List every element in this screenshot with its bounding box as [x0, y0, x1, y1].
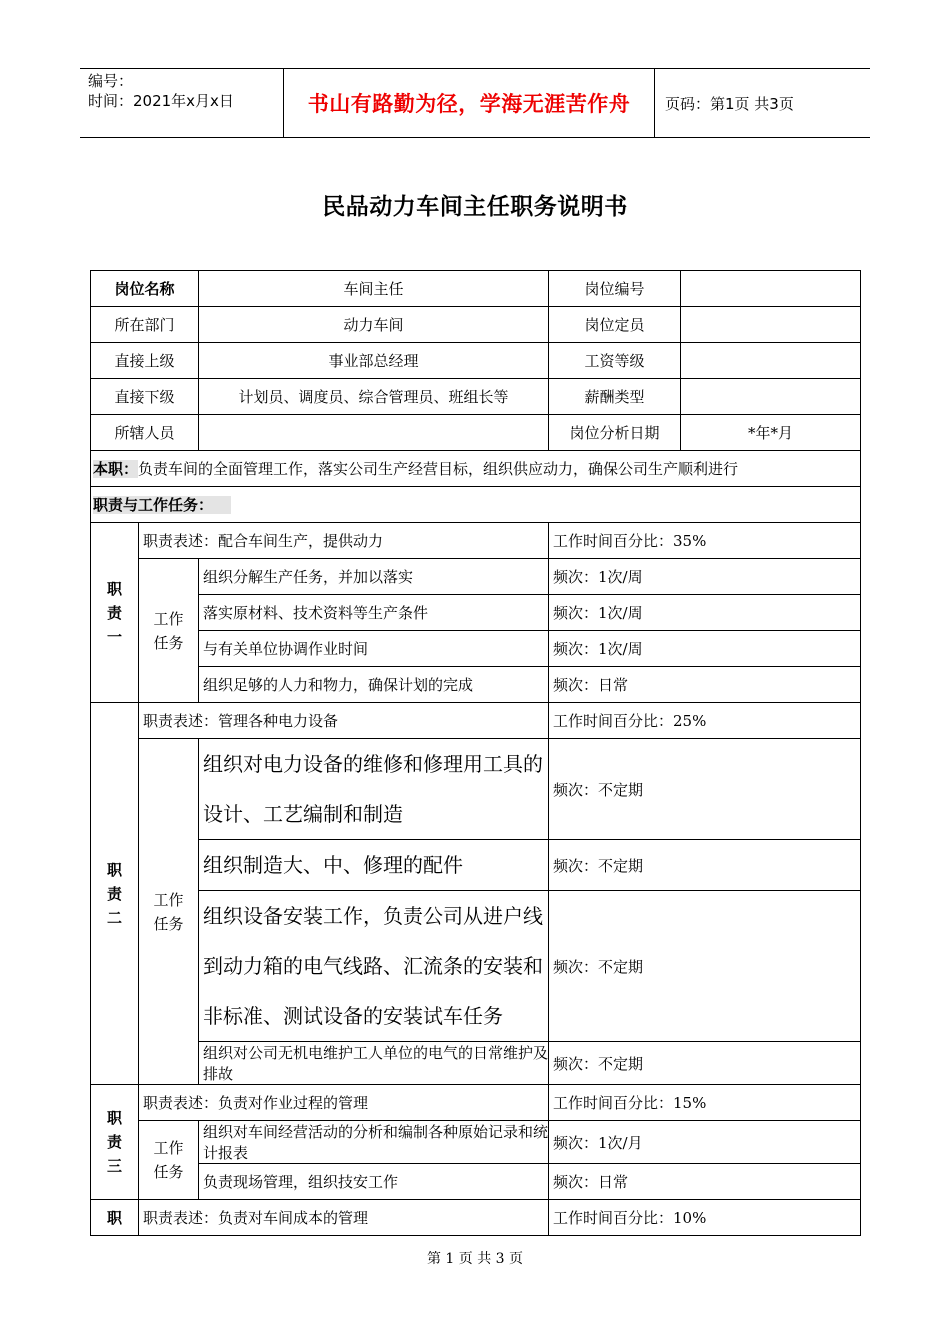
- info-row: [91, 379, 861, 415]
- task-frequency: 频次：1次/周: [549, 595, 861, 631]
- task-frequency: 频次：1次/周: [549, 631, 861, 667]
- header-meta: [80, 69, 283, 137]
- task-label: 工作 任务: [139, 739, 199, 1085]
- info-label: 岗位定员: [549, 307, 681, 343]
- task-frequency: 频次：日常: [549, 667, 861, 703]
- task-text: 组织分解生产任务，并加以落实: [199, 559, 549, 595]
- task-frequency: 频次：日常: [549, 1164, 861, 1200]
- header-number: 编号：: [88, 72, 134, 90]
- task-row: [91, 840, 861, 891]
- info-value: [681, 343, 861, 379]
- duties-header-row: [91, 487, 861, 523]
- info-row: [91, 415, 861, 451]
- duty-percent: 工作时间百分比：15%: [549, 1085, 861, 1121]
- task-row: [91, 1164, 861, 1200]
- info-row: [91, 343, 861, 379]
- core-duty-row: [91, 451, 861, 487]
- info-label: 直接下级: [91, 379, 199, 415]
- task-row: [91, 1121, 861, 1164]
- info-value: 计划员、调度员、综合管理员、班组长等: [199, 379, 549, 415]
- info-label: 岗位编号: [549, 271, 681, 307]
- task-frequency: 频次：1次/月: [549, 1121, 861, 1164]
- duty-description: 职责表述：配合车间生产，提供动力: [139, 523, 549, 559]
- duty-percent: 工作时间百分比：35%: [549, 523, 861, 559]
- task-row: [91, 1042, 861, 1085]
- task-row: [91, 667, 861, 703]
- info-value: 动力车间: [199, 307, 549, 343]
- duty-description-row: [91, 703, 861, 739]
- info-value: [681, 271, 861, 307]
- task-text: 组织足够的人力和物力，确保计划的完成: [199, 667, 549, 703]
- duty-percent: 工作时间百分比：10%: [549, 1200, 861, 1236]
- info-value: [681, 379, 861, 415]
- duty-description-row: [91, 1085, 861, 1121]
- task-label: 工作 任务: [139, 559, 199, 703]
- task-row: [91, 559, 861, 595]
- info-row: [91, 271, 861, 307]
- core-duty-label: 本职：: [93, 460, 139, 478]
- header-motto: 书山有路勤为径，学海无涯苦作舟: [283, 69, 655, 137]
- core-duty-text: 负责车间的全面管理工作，落实公司生产经营目标，组织供应动力，确保公司生产顺利进行: [138, 460, 739, 478]
- job-description-table: [90, 270, 861, 1236]
- task-frequency: 频次：不定期: [549, 891, 861, 1042]
- task-text: 组织对公司无机电维护工人单位的电气的日常维护及排故: [199, 1042, 549, 1085]
- duty-label: 职 责 三: [91, 1085, 139, 1200]
- duty-description: 职责表述：负责对作业过程的管理: [139, 1085, 549, 1121]
- task-text: 落实原材料、技术资料等生产条件: [199, 595, 549, 631]
- task-row: [91, 891, 861, 1042]
- info-label: 岗位分析日期: [549, 415, 681, 451]
- task-text: 与有关单位协调作业时间: [199, 631, 549, 667]
- task-frequency: 频次：不定期: [549, 840, 861, 891]
- task-text: 组织设备安装工作，负责公司从进户线到动力箱的电气线路、汇流条的安装和非标准、测试设备的安装试车任务: [199, 891, 549, 1042]
- task-label: 工作 任务: [139, 1121, 199, 1200]
- task-text: 组织制造大、中、修理的配件: [199, 840, 549, 891]
- header-page-info: 页码：第1页 共3页: [665, 94, 794, 113]
- task-row: [91, 631, 861, 667]
- info-label: 工资等级: [549, 343, 681, 379]
- document-title: 民品动力车间主任职务说明书: [322, 194, 628, 220]
- info-label: 薪酬类型: [549, 379, 681, 415]
- info-label: 直接上级: [91, 343, 199, 379]
- duty-percent: 工作时间百分比：25%: [549, 703, 861, 739]
- info-label: 所辖人员: [91, 415, 199, 451]
- task-frequency: 频次：1次/周: [549, 559, 861, 595]
- task-text: 组织对车间经营活动的分析和编制各种原始记录和统计报表: [199, 1121, 549, 1164]
- duty-description-row: [91, 523, 861, 559]
- info-value: [199, 415, 549, 451]
- header-date: 时间：2021年x月x日: [88, 92, 234, 110]
- task-row: [91, 595, 861, 631]
- page-footer: 第 1 页 共 3 页: [426, 1251, 524, 1267]
- info-label: 岗位名称: [91, 271, 199, 307]
- info-label: 所在部门: [91, 307, 199, 343]
- duty-description-row: [91, 1200, 861, 1236]
- task-frequency: 频次：不定期: [549, 739, 861, 840]
- duties-header: 职责与工作任务：: [93, 496, 231, 514]
- info-value: 车间主任: [199, 271, 549, 307]
- task-frequency: 频次：不定期: [549, 1042, 861, 1085]
- duty-description: 职责表述：负责对车间成本的管理: [139, 1200, 549, 1236]
- info-value: 事业部总经理: [199, 343, 549, 379]
- duty-label: 职 责 二: [91, 703, 139, 1085]
- info-value: [681, 307, 861, 343]
- duty-label: 职 责 一: [91, 523, 139, 703]
- page-header: [80, 68, 870, 138]
- duty-description: 职责表述：管理各种电力设备: [139, 703, 549, 739]
- task-row: [91, 739, 861, 840]
- task-text: 负责现场管理，组织技安工作: [199, 1164, 549, 1200]
- info-value: *年*月: [681, 415, 861, 451]
- info-row: [91, 307, 861, 343]
- duty-label: 职: [91, 1200, 139, 1236]
- task-text: 组织对电力设备的维修和修理用工具的设计、工艺编制和制造: [199, 739, 549, 840]
